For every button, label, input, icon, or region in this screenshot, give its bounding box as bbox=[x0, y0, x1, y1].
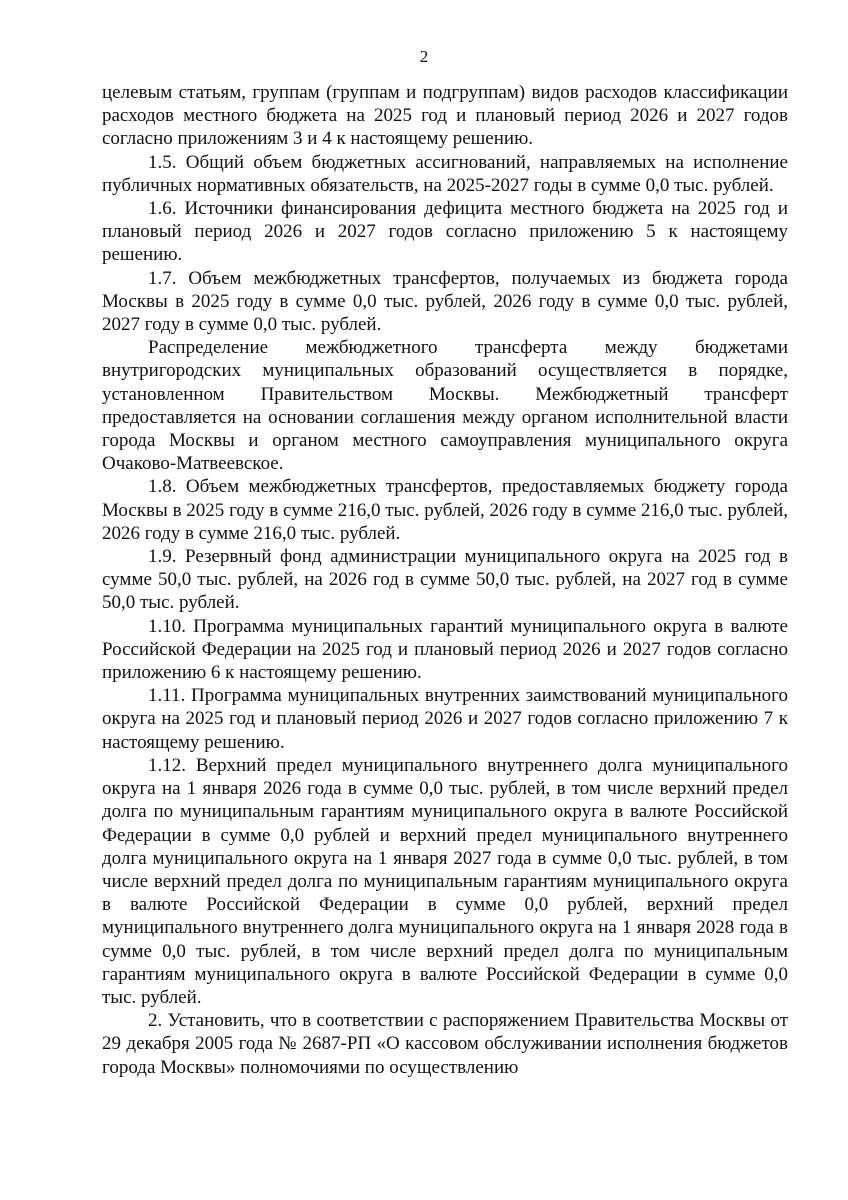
paragraph-1-6: 1.6. Источники финансирования дефицита местного бюджета на 2025 год и плановый период 2026 и 2027 годов согласно приложению 5 к настоящему решению. bbox=[102, 198, 788, 266]
paragraph-continuation: целевым статьям, группам (группам и подгруппам) видов расходов классификации расходов местного бюджета на 2025 год и плановый период 2026 и 2027 годов согласно приложениям 3 и 4 к настоящему решению. bbox=[102, 82, 788, 150]
paragraph-1-8: 1.8. Объем межбюджетных трансфертов, предоставляемых бюджету города Москвы в 2025 году в сумме 216,0 тыс. рублей, 2026 году в сумме 216,0 тыс. рублей, 2026 году в сумме 216,0 тыс. рублей. bbox=[102, 476, 788, 544]
page-number: 2 bbox=[419, 47, 429, 66]
paragraph-2: 2. Установить, что в соответствии с распоряжением Правительства Москвы от 29 декабря 2005 года № 2687-РП «О кассовом обслуживании исполнения бюджетов города Москвы» полномочиями по осуществлению bbox=[102, 1010, 788, 1078]
paragraph-1-9: 1.9. Резервный фонд администрации муниципального округа на 2025 год в сумме 50,0 тыс. рублей, на 2026 год в сумме 50,0 тыс. рублей, на 2027 год в сумме 50,0 тыс. рублей. bbox=[102, 546, 788, 614]
paragraph-1-7: 1.7. Объем межбюджетных трансфертов, получаемых из бюджета города Москвы в 2025 году в сумме 0,0 тыс. рублей, 2026 году в сумме 0,0 тыс. рублей, 2027 году в сумме 0,0 тыс. рублей. bbox=[102, 267, 788, 336]
paragraph-1-5: 1.5. Общий объем бюджетных ассигнований, направляемых на исполнение публичных нормативных обязательств, на 2025-2027 годы в сумме 0,0 тыс. рублей. bbox=[102, 151, 788, 196]
paragraph-1-12: 1.12. Верхний предел муниципального внутреннего долга муниципального округа на 1 января 2026 года в сумме 0,0 тыс. рублей, в том числе верхний предел долга по муниципальным гарантиям муниципального округа в валюте Российской Федерации в сумме 0,0 рублей и верхний предел муниципального внутреннего долга муниципального округа на 1 января 2027 года в сумме 0,0 тыс. рублей, в том числе верхний предел долга по муниципальным гарантиям муниципального округа в валюте Российской Федерации в сумме 0,0 рублей, верхний предел муниципального внутреннего долга муниципального округа на 1 января 2028 года в сумме 0,0 тыс. рублей, в том числе верхний предел долга по муниципальным гарантиям муниципального округа в валюте Российской Федерации в сумме 0,0 тыс. рублей. bbox=[102, 754, 788, 1008]
paragraph-1-10: 1.10. Программа муниципальных гарантий муниципального округа в валюте Российской Федерации на 2025 год и плановый период 2026 и 2027 годов согласно приложению 6 к настоящему решению. bbox=[102, 615, 788, 684]
paragraph-transfer-distribution: Распределение межбюджетного трансферта между бюджетами внутригородских муниципальных образований осуществляется в порядке, установленном Правительством Москвы. Межбюджетный трансферт предоставляется на основании соглашения между органом исполнительной власти города Москвы и органом местного самоуправления муниципального округа Очаково-Матвеевское. bbox=[102, 337, 788, 475]
paragraph-1-11: 1.11. Программа муниципальных внутренних заимствований муниципального округа на 2025 год и плановый период 2026 и 2027 годов согласно приложению 7 к настоящему решению. bbox=[102, 685, 788, 753]
document-body bbox=[102, 81, 788, 1079]
